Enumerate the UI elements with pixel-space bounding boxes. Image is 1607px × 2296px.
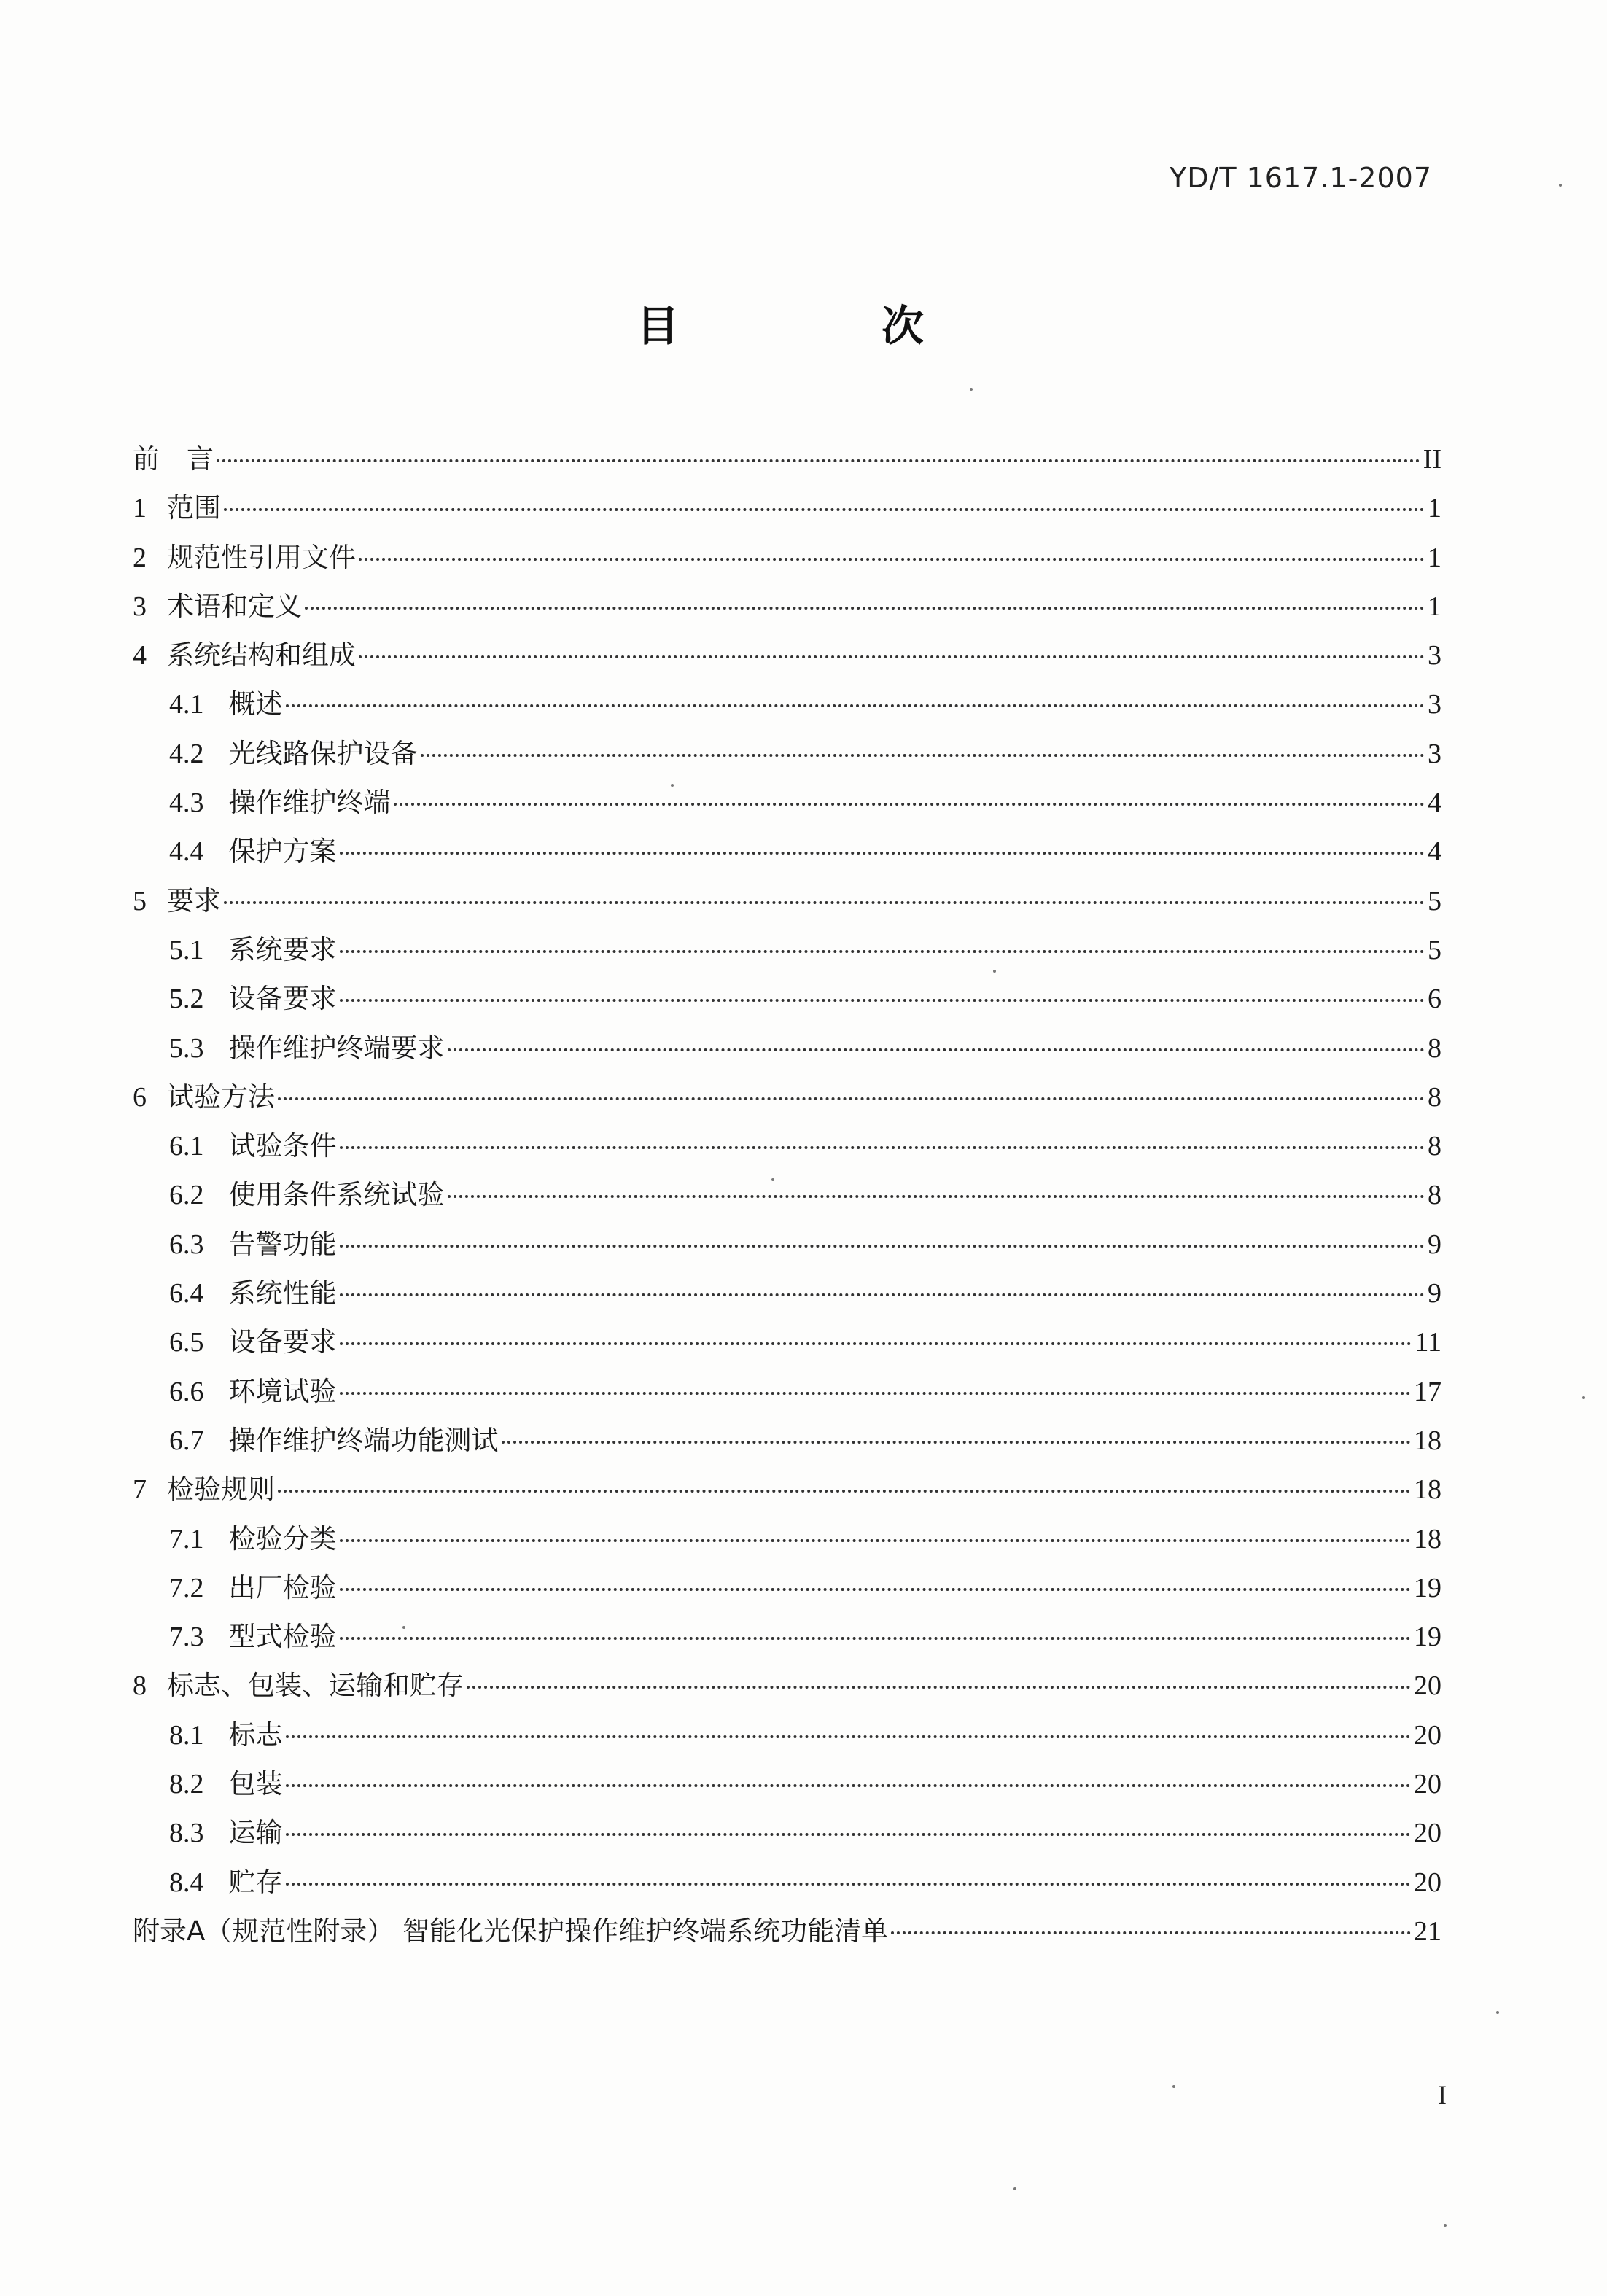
scan-speck (1582, 1396, 1585, 1399)
toc-entry-number: 4.1 (169, 689, 204, 720)
table-of-contents (133, 435, 1441, 1956)
toc-entry-title: 型式检验 (228, 1621, 337, 1653)
toc-entry[interactable] (133, 483, 1441, 532)
toc-entry-title: 包装 (228, 1768, 283, 1800)
toc-dot-leader (217, 455, 1420, 462)
toc-entry[interactable] (133, 1416, 1441, 1465)
scan-speck (771, 1178, 774, 1181)
toc-entry-number: 6 (133, 1081, 147, 1113)
toc-dot-leader (305, 602, 1425, 610)
toc-entry-page: 19 (1414, 1572, 1441, 1603)
toc-dot-leader (340, 1388, 1412, 1395)
toc-entry-title: 规范性引用文件 (167, 541, 356, 573)
toc-entry-page: 6 (1428, 984, 1441, 1015)
toc-entry-number: 6.1 (169, 1131, 204, 1162)
toc-entry-page: 18 (1414, 1474, 1441, 1506)
toc-dot-leader (340, 847, 1425, 855)
toc-entry-page: 20 (1414, 1818, 1441, 1849)
toc-entry-title: 标志、包装、运输和贮存 (167, 1670, 464, 1702)
scan-speck (402, 1626, 405, 1629)
toc-entry-page: 11 (1415, 1327, 1441, 1358)
toc-entry[interactable] (133, 1907, 1441, 1956)
toc-entry[interactable] (133, 631, 1441, 680)
toc-dot-leader (359, 553, 1425, 561)
toc-entry[interactable] (133, 1073, 1441, 1121)
toc-dot-leader (340, 1142, 1425, 1149)
toc-entry-title: 试验方法 (167, 1081, 275, 1113)
toc-dot-leader (340, 1584, 1412, 1591)
toc-entry[interactable] (133, 974, 1441, 1023)
toc-entry-page: 21 (1414, 1915, 1441, 1947)
toc-entry-title: 附录A（规范性附录） 智能化光保护操作维护终端系统功能清单 (133, 1915, 889, 1947)
toc-dot-leader (421, 750, 1425, 757)
toc-entry-number: 2 (133, 542, 147, 573)
toc-dot-leader (286, 1829, 1412, 1836)
toc-entry-page: 8 (1428, 1180, 1441, 1211)
toc-dot-leader (286, 1878, 1412, 1886)
toc-dot-leader (286, 1780, 1412, 1787)
toc-entry-number: 1 (133, 493, 147, 524)
toc-entry-title: 保护方案 (228, 836, 337, 868)
toc-dot-leader (467, 1681, 1411, 1689)
toc-entry-number: 3 (133, 591, 147, 622)
toc-entry[interactable] (133, 876, 1441, 925)
toc-entry-number: 8 (133, 1670, 147, 1702)
toc-dot-leader (448, 1044, 1425, 1051)
toc-entry-page: 20 (1414, 1867, 1441, 1898)
toc-dot-leader (502, 1436, 1412, 1444)
toc-dot-leader (891, 1927, 1411, 1934)
toc-entry-number: 8.2 (169, 1769, 204, 1800)
toc-entry[interactable] (133, 680, 1441, 728)
scan-speck (671, 784, 674, 787)
toc-entry[interactable] (133, 533, 1441, 582)
toc-entry-page: 20 (1414, 1769, 1441, 1800)
toc-entry-title: 告警功能 (228, 1228, 337, 1260)
toc-entry-number: 4.4 (169, 836, 204, 868)
toc-entry[interactable] (133, 925, 1441, 974)
toc-entry-number: 5.1 (169, 934, 204, 965)
toc-entry[interactable] (133, 1661, 1441, 1710)
toc-entry-page: 9 (1428, 1229, 1441, 1260)
toc-dot-leader (340, 1535, 1412, 1542)
toc-entry[interactable] (133, 729, 1441, 778)
toc-entry-page: 17 (1414, 1376, 1441, 1407)
toc-entry-page: 5 (1428, 934, 1441, 965)
toc-dot-leader (340, 1633, 1412, 1640)
toc-dot-leader (278, 1093, 1425, 1100)
toc-entry-number: 6.3 (169, 1229, 204, 1260)
toc-entry[interactable] (133, 778, 1441, 827)
toc-entry-page: 5 (1428, 885, 1441, 917)
toc-entry-title: 环境试验 (228, 1375, 337, 1407)
toc-entry-number: 6.2 (169, 1180, 204, 1211)
toc-entry-number: 5 (133, 885, 147, 917)
toc-entry-title: 操作维护终端要求 (228, 1032, 445, 1064)
toc-entry-title: 系统性能 (228, 1277, 337, 1310)
toc-entry-title: 试验条件 (228, 1130, 337, 1162)
toc-entry-page: 8 (1428, 1081, 1441, 1113)
toc-entry-title: 光线路保护设备 (228, 737, 418, 769)
scan-speck (1013, 2187, 1016, 2190)
toc-entry-number: 4.2 (169, 738, 204, 769)
toc-entry-page: II (1423, 444, 1441, 475)
scan-speck (1496, 2011, 1499, 2014)
toc-entry-title: 系统要求 (228, 933, 337, 965)
toc-entry-title: 出厂检验 (228, 1571, 337, 1603)
toc-entry-number: 6.7 (169, 1425, 204, 1456)
toc-entry[interactable] (133, 1759, 1441, 1808)
toc-dot-leader (359, 651, 1425, 658)
toc-entry[interactable] (133, 1269, 1441, 1318)
toc-entry-page: 4 (1428, 787, 1441, 819)
toc-entry[interactable] (133, 827, 1441, 876)
toc-entry[interactable] (133, 1121, 1441, 1170)
toc-entry-number: 7.1 (169, 1523, 204, 1554)
toc-entry[interactable] (133, 1220, 1441, 1269)
toc-entry-title: 前 言 (133, 443, 214, 475)
toc-entry-page: 4 (1428, 836, 1441, 868)
toc-entry-title: 使用条件系统试验 (228, 1179, 445, 1211)
toc-entry[interactable] (133, 1514, 1441, 1563)
toc-entry-title: 范围 (167, 492, 221, 524)
toc-entry[interactable] (133, 1367, 1441, 1416)
toc-entry-page: 9 (1428, 1278, 1441, 1310)
toc-dot-leader (286, 1731, 1412, 1738)
toc-dot-leader (448, 1191, 1425, 1198)
scan-speck (993, 970, 996, 973)
scan-speck (1172, 2085, 1175, 2088)
toc-entry-number: 8.1 (169, 1719, 204, 1751)
toc-entry-title: 设备要求 (228, 1326, 337, 1358)
toc-entry-number: 5.2 (169, 984, 204, 1015)
toc-entry-title: 概述 (228, 688, 283, 720)
standard-code: YD/T 1617.1-2007 (1170, 162, 1432, 194)
toc-entry-title: 检验规则 (167, 1474, 275, 1506)
toc-entry[interactable] (133, 1563, 1441, 1612)
scan-speck (1559, 184, 1562, 187)
toc-dot-leader (340, 995, 1425, 1002)
toc-entry-title: 操作维护终端 (228, 787, 391, 819)
toc-entry[interactable] (133, 1170, 1441, 1219)
toc-entry-number: 6.6 (169, 1376, 204, 1407)
toc-entry-title: 运输 (228, 1817, 283, 1849)
page-number: I (1438, 2080, 1447, 2109)
toc-entry-title: 操作维护终端功能测试 (228, 1424, 499, 1456)
toc-dot-leader (394, 798, 1425, 806)
toc-entry[interactable] (133, 1858, 1441, 1907)
toc-entry-number: 8.4 (169, 1867, 204, 1898)
toc-entry-number: 4.3 (169, 787, 204, 819)
toc-entry-title: 标志 (228, 1719, 283, 1751)
toc-entry-number: 7.2 (169, 1572, 204, 1603)
toc-entry-title: 术语和定义 (167, 590, 302, 622)
toc-entry-page: 18 (1414, 1425, 1441, 1456)
toc-dot-leader (340, 1338, 1412, 1345)
toc-entry-page: 1 (1428, 493, 1441, 524)
toc-entry[interactable] (133, 1318, 1441, 1366)
toc-entry-title: 要求 (167, 884, 221, 917)
toc-entry[interactable] (133, 1612, 1441, 1661)
toc-dot-leader (224, 504, 1425, 511)
page-title: 目 次 (636, 301, 1004, 351)
toc-entry[interactable] (133, 582, 1441, 631)
toc-entry-number: 5.3 (169, 1032, 204, 1064)
toc-entry[interactable] (133, 1808, 1441, 1857)
toc-entry-page: 20 (1414, 1719, 1441, 1751)
toc-entry-page: 3 (1428, 738, 1441, 769)
toc-dot-leader (340, 1289, 1425, 1296)
toc-entry[interactable] (133, 1465, 1441, 1514)
toc-dot-leader (278, 1485, 1411, 1493)
toc-entry-page: 8 (1428, 1032, 1441, 1064)
toc-entry-page: 20 (1414, 1670, 1441, 1702)
toc-entry-number: 6.4 (169, 1278, 204, 1310)
toc-entry-title: 贮存 (228, 1866, 283, 1898)
toc-entry-page: 3 (1428, 689, 1441, 720)
toc-entry-number: 7 (133, 1474, 147, 1506)
toc-entry-number: 4 (133, 640, 147, 672)
toc-entry[interactable] (133, 435, 1441, 483)
toc-entry-number: 8.3 (169, 1818, 204, 1849)
toc-entry-page: 19 (1414, 1622, 1441, 1653)
toc-entry-number: 7.3 (169, 1622, 204, 1653)
scan-speck (1444, 2224, 1447, 2227)
toc-dot-leader (224, 897, 1425, 904)
toc-entry-page: 1 (1428, 591, 1441, 622)
toc-entry-page: 1 (1428, 542, 1441, 573)
toc-entry-title: 系统结构和组成 (167, 639, 356, 672)
toc-entry-title: 设备要求 (228, 983, 337, 1015)
scan-speck (970, 388, 973, 391)
toc-dot-leader (286, 700, 1425, 707)
toc-entry-page: 3 (1428, 640, 1441, 672)
toc-dot-leader (340, 946, 1425, 953)
toc-dot-leader (340, 1240, 1425, 1248)
toc-entry-page: 18 (1414, 1523, 1441, 1554)
toc-entry-page: 8 (1428, 1131, 1441, 1162)
toc-entry[interactable] (133, 1024, 1441, 1073)
toc-entry-title: 检验分类 (228, 1522, 337, 1554)
toc-entry-number: 6.5 (169, 1327, 204, 1358)
toc-entry[interactable] (133, 1711, 1441, 1759)
